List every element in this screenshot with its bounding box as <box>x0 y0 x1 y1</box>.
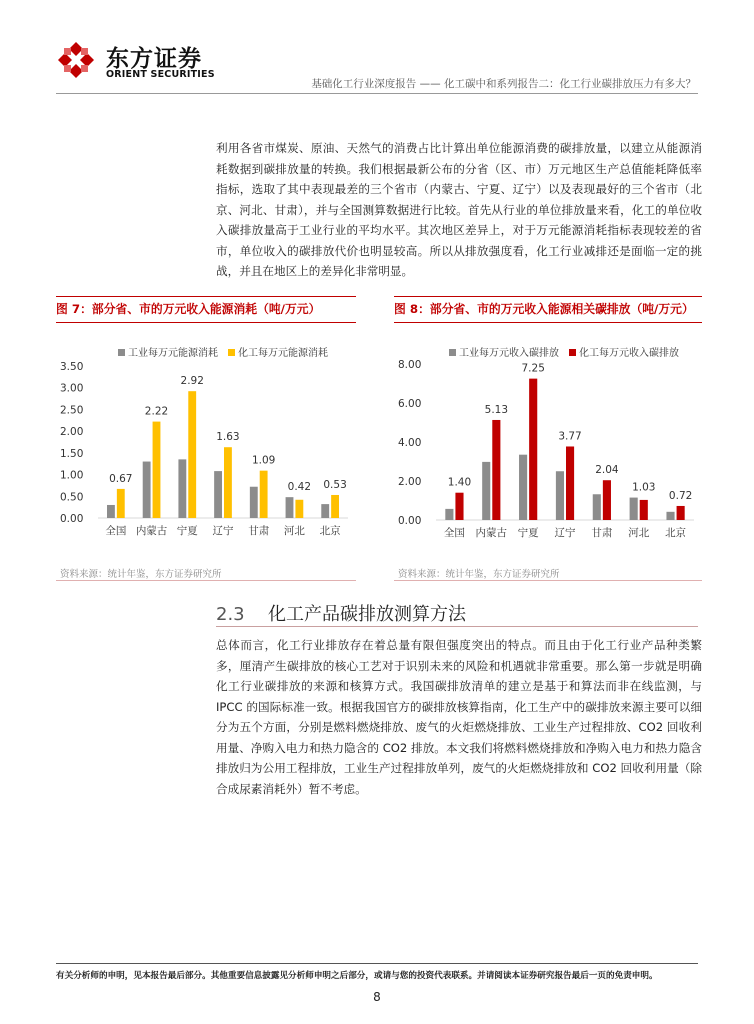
figure8-top-rule <box>394 296 702 297</box>
legend-swatch-0 <box>449 349 456 356</box>
x-tick-label-1: 内蒙古 <box>135 525 168 537</box>
bar-industry-6 <box>321 504 329 518</box>
data-label-5: 0.42 <box>287 481 312 494</box>
logo-chinese-name: 东方证券 <box>106 46 202 72</box>
bar-chemical-5 <box>640 500 648 520</box>
bar-industry-5 <box>630 498 638 520</box>
data-label-0: 1.40 <box>447 476 472 489</box>
bar-chemical-1 <box>492 420 500 520</box>
figure7-bottom-rule <box>56 580 356 581</box>
bar-industry-0 <box>107 505 115 518</box>
bar-industry-1 <box>143 462 151 518</box>
bar-chemical-2 <box>188 391 196 518</box>
bar-industry-2 <box>178 459 186 518</box>
y-tick-label: 1.00 <box>60 469 84 482</box>
y-tick-label: 1.50 <box>60 447 84 460</box>
figure7-title-rule <box>56 322 356 323</box>
bar-industry-3 <box>214 471 222 518</box>
x-tick-label-0: 全国 <box>105 525 127 537</box>
bar-industry-4 <box>593 494 601 520</box>
legend-label-0: 工业每万元收入碳排放 <box>459 348 559 359</box>
section-title: 化工产品碳排放测算方法 <box>268 604 466 625</box>
data-label-6: 0.53 <box>323 478 347 491</box>
legend-swatch-1 <box>569 349 576 356</box>
bar-chemical-1 <box>153 422 161 518</box>
y-tick-label: 4.00 <box>398 437 422 449</box>
y-tick-label: 3.00 <box>60 382 84 395</box>
figure7-chart <box>56 342 356 556</box>
y-tick-label: 0.50 <box>60 491 84 504</box>
bar-chemical-6 <box>331 495 339 518</box>
bar-industry-2 <box>519 455 527 520</box>
page-number: 8 <box>373 990 381 1004</box>
y-tick-label: 2.00 <box>398 476 422 488</box>
bar-industry-5 <box>286 497 294 518</box>
y-tick-label: 8.00 <box>398 359 422 371</box>
legend-swatch-1 <box>228 349 235 356</box>
y-tick-label: 2.00 <box>60 426 84 439</box>
y-tick-label: 2.50 <box>60 404 84 417</box>
x-tick-label-2: 宁夏 <box>517 527 539 539</box>
footer-divider <box>56 963 698 964</box>
bar-chemical-2 <box>529 379 537 520</box>
bar-industry-6 <box>666 512 674 520</box>
header-divider <box>56 93 698 94</box>
data-label-4: 2.04 <box>595 464 619 477</box>
figure7-source: 资料来源：统计年鉴，东方证券研究所 <box>60 569 222 580</box>
figure7-chart-svg <box>56 342 356 552</box>
data-label-3: 3.77 <box>558 430 582 443</box>
legend-label-1: 化工每万元能源消耗 <box>238 348 328 359</box>
y-tick-label: 0.00 <box>60 513 84 525</box>
y-tick-label: 3.50 <box>60 361 84 373</box>
disclaimer-note: 有关分析师的申明，见本报告最后部分。其他重要信息披露见分析师申明之后部分，或请与您的投资代表联系。并请阅读本证券研究报告最后一页的免责申明。 <box>56 971 658 981</box>
data-label-1: 5.13 <box>484 403 509 416</box>
x-tick-label-6: 北京 <box>665 527 687 539</box>
x-tick-label-4: 甘肃 <box>248 525 270 537</box>
figure8-title: 图 8：部分省、市的万元收入能源相关碳排放（吨/万元） <box>394 302 694 316</box>
x-tick-label-6: 北京 <box>319 525 341 537</box>
logo-english-name: ORIENT SECURITIES <box>106 69 215 80</box>
bar-chemical-4 <box>603 480 611 520</box>
figure8-chart <box>394 342 702 556</box>
figure8-bottom-rule <box>394 580 702 581</box>
figure8-source: 资料来源：统计年鉴，东方证券研究所 <box>398 569 560 580</box>
y-tick-label: 6.00 <box>398 398 422 410</box>
section-divider <box>216 626 698 627</box>
data-label-0: 0.67 <box>109 472 133 485</box>
data-label-5: 1.03 <box>632 481 656 494</box>
figure8-title-rule <box>394 322 702 323</box>
data-label-4: 1.09 <box>251 454 276 467</box>
x-tick-label-5: 河北 <box>283 525 305 537</box>
bar-industry-3 <box>556 471 564 520</box>
legend-label-1: 化工每万元收入碳排放 <box>579 348 679 359</box>
y-tick-label: 0.00 <box>398 515 422 527</box>
figure8-chart-svg <box>394 342 702 552</box>
data-label-2: 2.92 <box>180 375 204 388</box>
report-subtitle: 基础化工行业深度报告 —— 化工碳中和系列报告二：化工行业碳排放压力有多大？ <box>311 78 696 90</box>
data-label-1: 2.22 <box>144 405 169 418</box>
x-tick-label-0: 全国 <box>443 527 465 539</box>
data-label-2: 7.25 <box>521 362 545 375</box>
data-label-3: 1.63 <box>216 431 240 444</box>
bar-industry-1 <box>482 462 490 520</box>
orient-securities-logo-icon <box>56 40 96 80</box>
legend-swatch-0 <box>118 349 125 356</box>
legend-label-0: 工业每万元能源消耗 <box>128 348 218 359</box>
figure7-title: 图 7：部分省、市的万元收入能源消耗（吨/万元） <box>56 302 321 316</box>
bar-chemical-0 <box>117 489 125 518</box>
figure7-top-rule <box>56 296 356 297</box>
company-logo <box>56 40 226 84</box>
section-heading <box>216 600 466 626</box>
bar-chemical-6 <box>677 506 685 520</box>
intro-paragraph: 利用各省市煤炭、原油、天然气的消费占比计算出单位能源消费的碳排放量，以建立从能源消耗数据到碳排放量的转换。我们根据最新公布的分省（区、市）万元地区生产总值能耗降低率指标，选取了其中表现最差的三个省市（内蒙古、宁夏、辽宁）以及表现最好的三个省市（北京、河北、甘肃），并与全国测算数据进行比较。首先从行业的单位排放量来看，化工的单位收入碳排放量高于工业行业的平均水平。其次地区差异上，对于万元能源消耗指标表现较差的省市，单位收入的碳排放代价也明显较高。所以从排放强度看，化工行业减排还是面临一定的挑战，并且在地区上的差异化非常明显。 <box>216 141 702 278</box>
x-tick-label-3: 辽宁 <box>212 525 234 537</box>
section-paragraph: 总体而言，化工行业排放存在着总量有限但强度突出的特点。而且由于化工行业产品种类繁多，厘清产生碳排放的核心工艺对于识别未来的风险和机遇就非常重要。那么第一步就是明确化工行业碳排放的来源和核算方式。我国碳排放清单的建立是基于和算法而非在线监测，与 IPCC 的国际标准一致。根据我国官方的碳排放核算指南，化工生产中的碳排放来源主要可以细分为五个方面，分别是燃料燃烧排放、废气的火炬燃烧排放、工业生产过程排放、CO2 回收利用量、净购入电力和热力隐含的 CO2 排放。本文我们将燃料燃烧排放和净购入电力和热力隐含排放归为公用工程排放，工业生产过程排放单列，废气的火炬燃烧排放和 CO2 回收利用量（除合成尿素消耗外）暂不考虑。 <box>216 638 702 796</box>
bar-industry-0 <box>445 509 453 520</box>
x-tick-label-3: 辽宁 <box>554 527 576 539</box>
bar-chemical-5 <box>295 500 303 518</box>
bar-chemical-3 <box>566 446 574 520</box>
section-number: 2.3 <box>216 604 245 625</box>
data-label-6: 0.72 <box>668 489 693 502</box>
x-tick-label-1: 内蒙古 <box>475 527 508 539</box>
bar-chemical-4 <box>260 471 268 518</box>
bar-chemical-0 <box>455 493 463 520</box>
bar-chemical-3 <box>224 447 232 518</box>
x-tick-label-4: 甘肃 <box>591 527 613 539</box>
x-tick-label-2: 宁夏 <box>176 525 198 537</box>
x-tick-label-5: 河北 <box>628 527 650 539</box>
bar-industry-4 <box>250 487 258 518</box>
